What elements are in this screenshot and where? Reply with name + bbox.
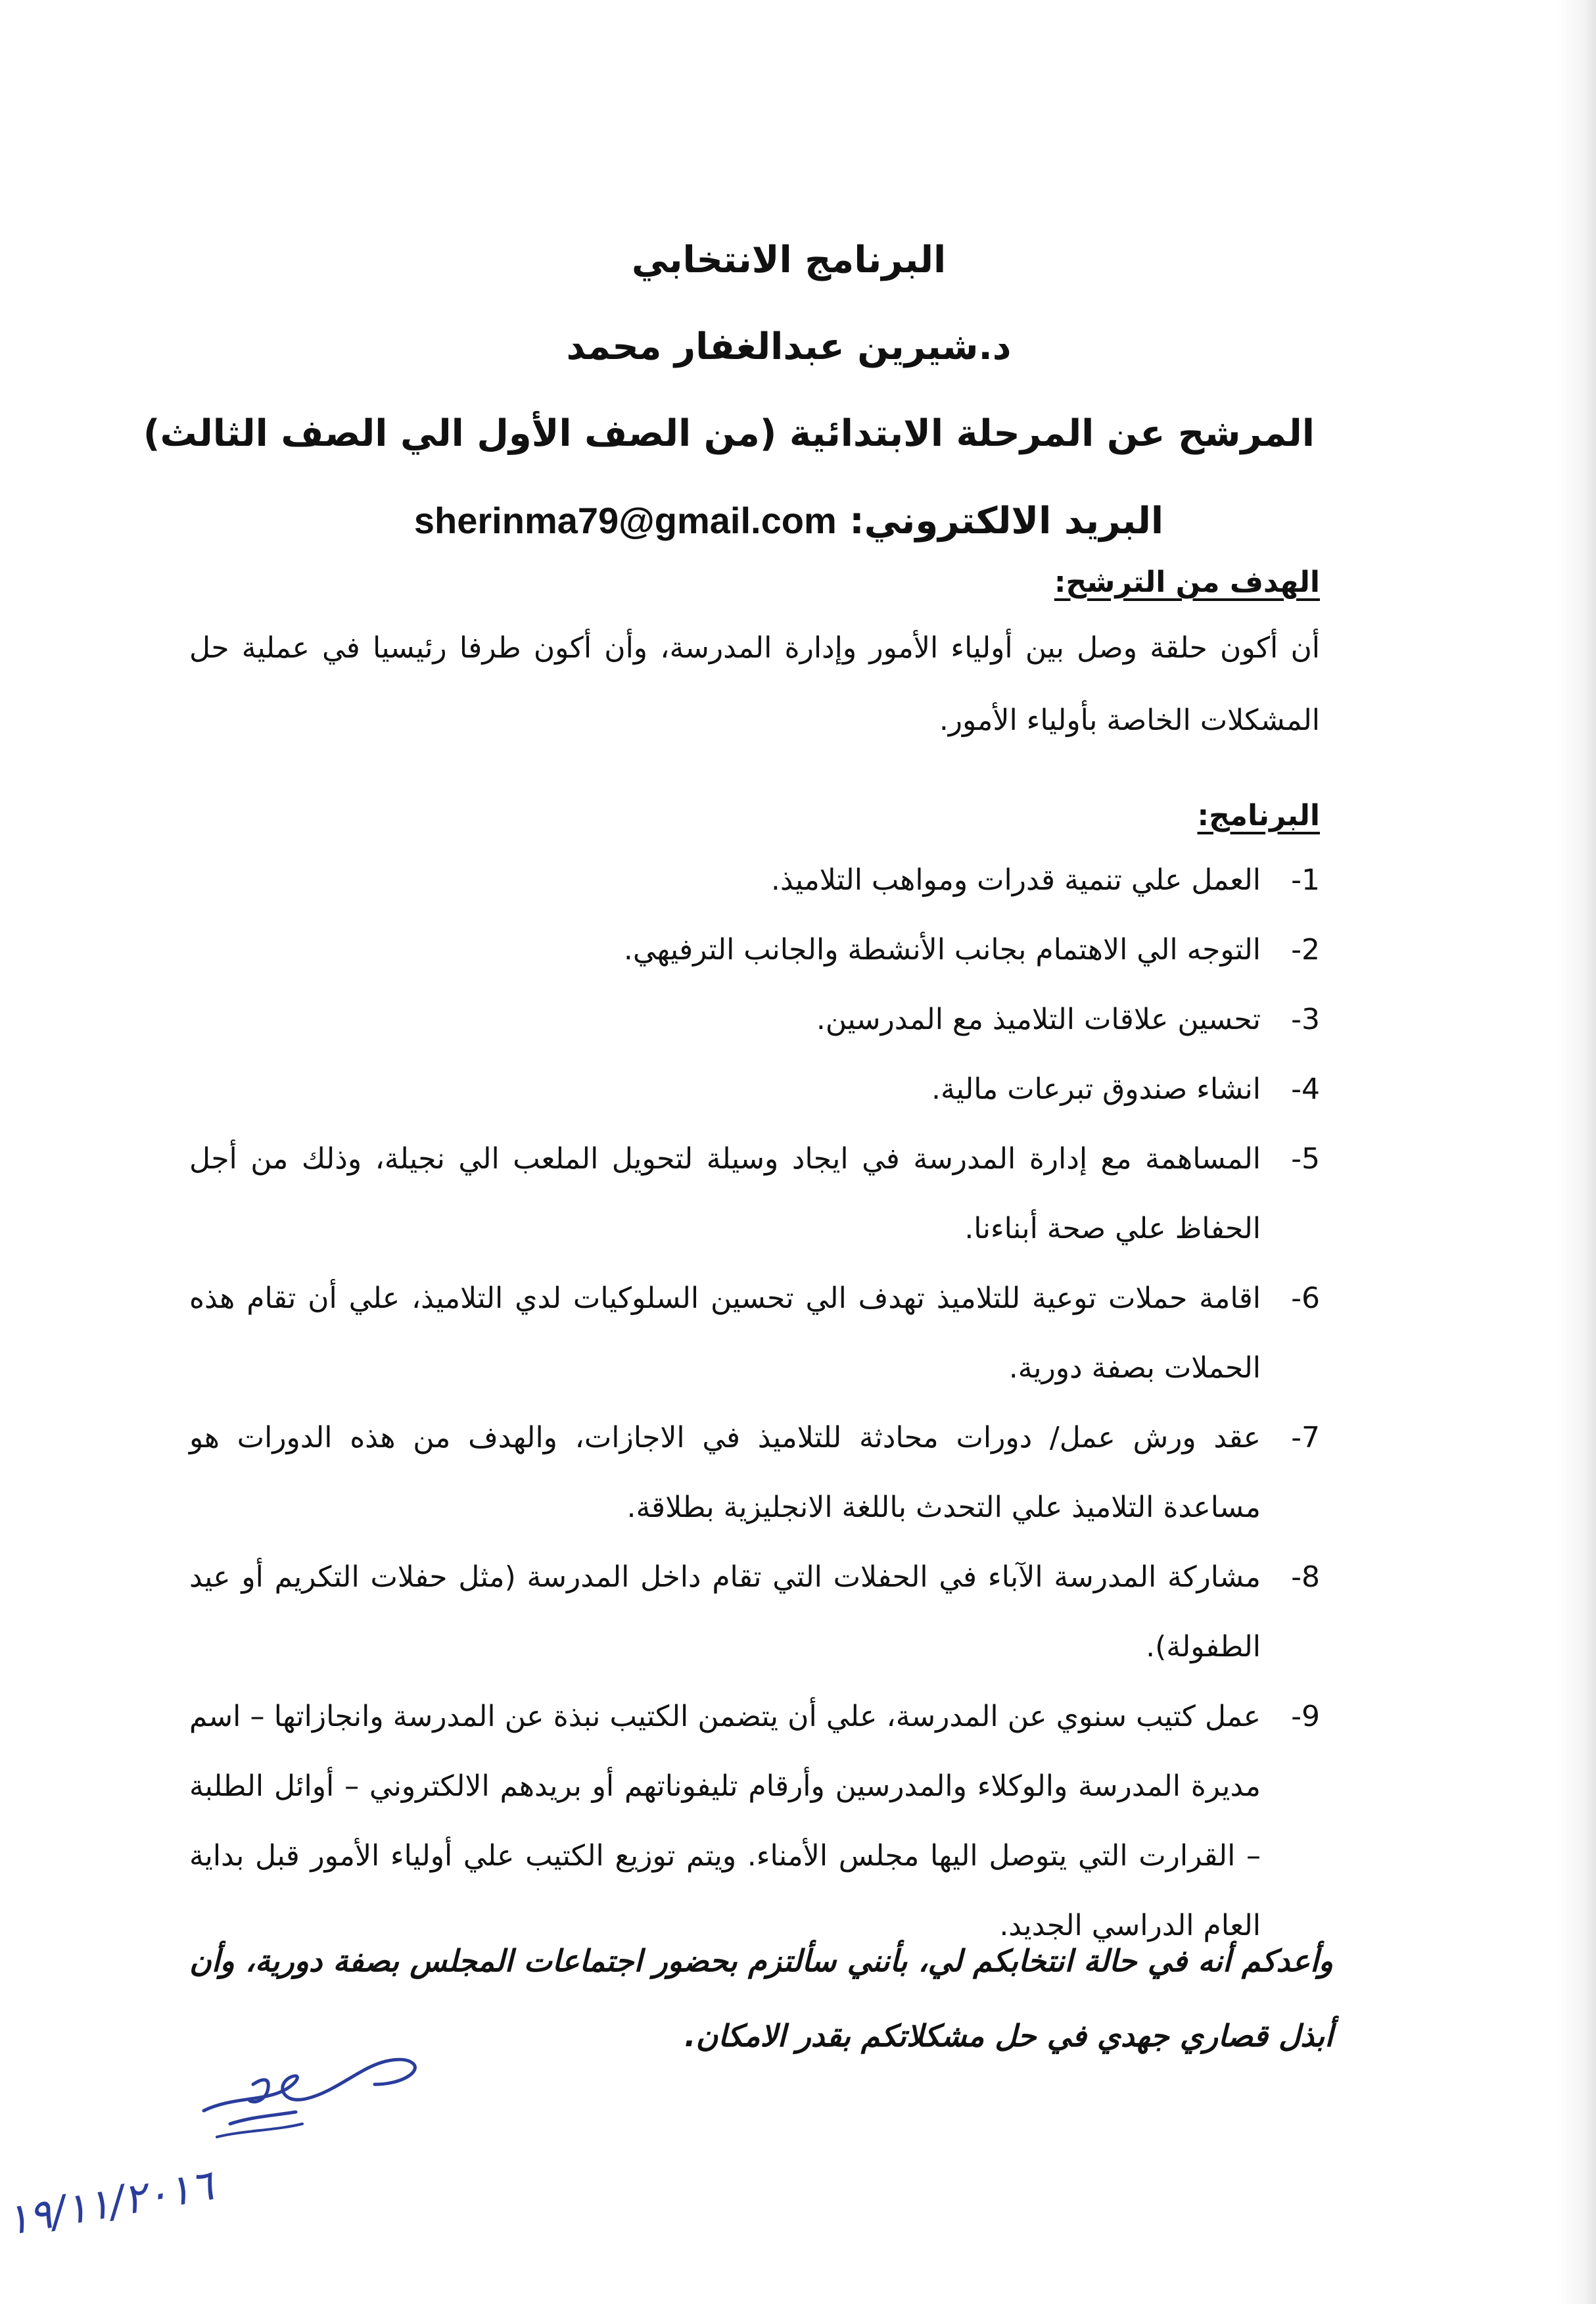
program-list (189, 846, 1320, 1961)
document-header (143, 217, 1315, 565)
email-label: البريد الالكتروني: (849, 500, 1164, 542)
handwritten-date-text: ١٩/١١/٢٠١٦ (2, 2161, 218, 2245)
email-line (263, 477, 1315, 565)
program-section (189, 799, 1320, 1961)
program-item (189, 1264, 1320, 1403)
program-item-number: 7- (1291, 1421, 1320, 1454)
program-item (189, 1055, 1320, 1124)
program-item-number: 2- (1291, 933, 1320, 967)
program-item-number: 9- (1291, 1700, 1320, 1733)
program-item-text: تحسين علاقات التلاميذ مع المدرسين. (816, 1003, 1261, 1036)
candidate-name: د.شيرين عبدالغفار محمد (566, 325, 1012, 368)
program-item-number: 5- (1291, 1142, 1320, 1176)
goal-title: الهدف من الترشح: (1054, 565, 1320, 599)
goal-section (189, 565, 1320, 757)
program-item-text: العمل علي تنمية قدرات ومواهب التلاميذ. (770, 863, 1261, 897)
goal-text: أن أكون حلقة وصل بين أولياء الأمور وإدارة المدرسة، وأن أكون طرفا رئيسيا في عملية حل المشكلات الخاصة بأولياء الأمور. (189, 631, 1320, 737)
program-item-text: عقد ورش عمل/ دورات محادثة للتلاميذ في الاجازات، والهدف من هذه الدورات هو مساعدة التلاميذ علي التحدث باللغة الانجليزية بطلاقة. (189, 1421, 1261, 1524)
program-item (189, 846, 1320, 915)
program-item-text: المساهمة مع إدارة المدرسة في ايجاد وسيلة لتحويل الملعب الي نجيلة، وذلك من أجل الحفاظ علي صحة أبناءنا. (189, 1142, 1261, 1245)
program-item (189, 985, 1320, 1055)
program-item-number: 8- (1291, 1560, 1320, 1594)
document-title: البرنامج الانتخابي (631, 239, 947, 281)
program-item (189, 1543, 1320, 1682)
program-item (189, 1682, 1320, 1961)
program-item (189, 1403, 1320, 1543)
program-item-number: 4- (1291, 1072, 1320, 1106)
program-item-text: عمل كتيب سنوي عن المدرسة، علي أن يتضمن الكتيب نبذة عن المدرسة وانجازاتها – اسم مديرة المدرسة والوكلاء والمدرسين وأرقام تليفوناتهم أو بريدهم الالكتروني – أوائل الطلبة – القرارت التي يتوصل اليها مجلس الأمناء. ويتم توزيع الكتيب علي أولياء الأمور قبل بداية العام الدراسي الجديد. (189, 1700, 1261, 1942)
program-item-number: 6- (1291, 1282, 1320, 1315)
program-item-text: انشاء صندوق تبرعات مالية. (931, 1072, 1261, 1106)
program-title: البرنامج: (1197, 799, 1320, 832)
program-item-text: مشاركة المدرسة الآباء في الحفلات التي تقام داخل المدرسة (مثل حفلات التكريم أو عيد الطفولة). (189, 1560, 1261, 1664)
program-item-number: 3- (1291, 1003, 1320, 1036)
handwritten-date (2, 2111, 408, 2245)
program-item-text: اقامة حملات توعية للتلاميذ تهدف الي تحسين السلوكيات لدي التلاميذ، علي أن تقام هذه الحملات بصفة دورية. (189, 1282, 1261, 1385)
candidacy-line: المرشح عن المرحلة الابتدائية (من الصف الأول الي الصف الثالث) (143, 412, 1315, 455)
closing-statement: وأعدكم أنه في حالة انتخابكم لي، بأنني سألتزم بحضور اجتماعات المجلس بصفة دورية، وأن أبذل قصاري جهدي في حل مشكلاتكم بقدر الامكان. (189, 1943, 1333, 2053)
program-item-text: التوجه الي الاهتمام بجانب الأنشطة والجانب الترفيهي. (623, 933, 1261, 967)
scan-edge (1557, 0, 1596, 2304)
email-address: sherinma79@gmail.com (413, 500, 837, 541)
program-item-number: 1- (1291, 863, 1320, 897)
program-item (189, 1124, 1320, 1264)
program-item (189, 915, 1320, 985)
